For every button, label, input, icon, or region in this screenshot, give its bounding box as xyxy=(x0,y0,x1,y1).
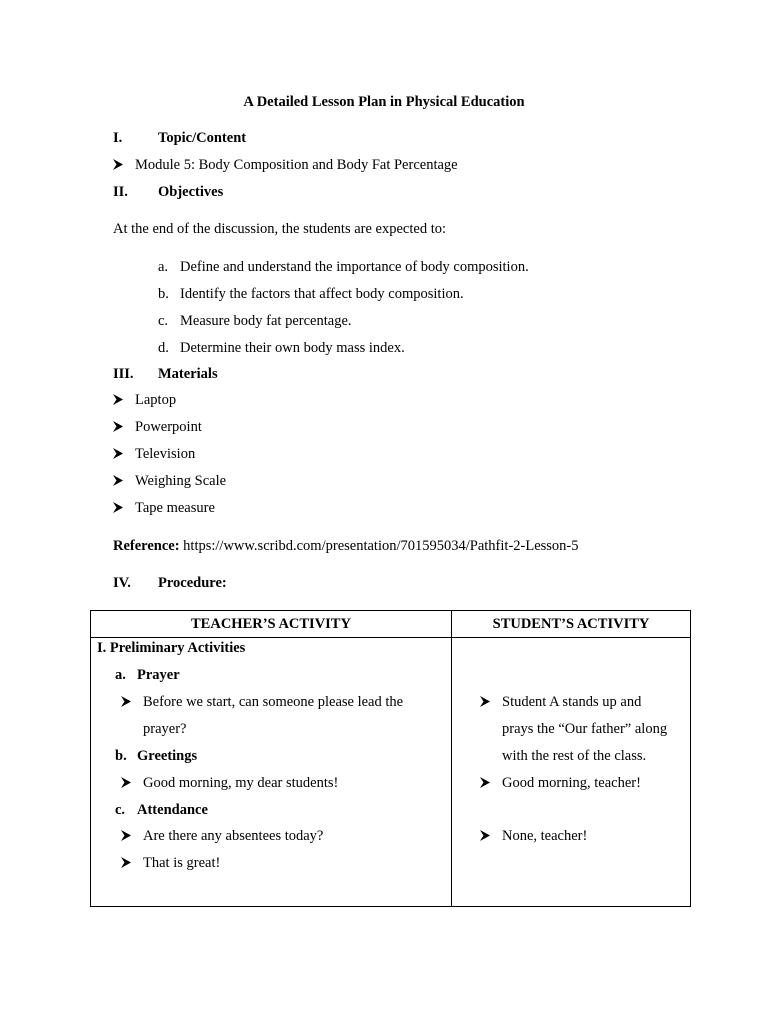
prayer-teacher-text: Before we start, can someone please lead the xyxy=(143,694,404,710)
greetings-student-line xyxy=(480,775,641,792)
reference-label: Reference: xyxy=(113,538,180,554)
section-1-number: I. xyxy=(113,130,123,146)
attendance-teacher-text: That is great! xyxy=(143,855,221,871)
material-item xyxy=(113,419,202,436)
prayer-letter: a. xyxy=(115,667,126,683)
attendance-teacher-line xyxy=(121,855,220,872)
arrow-bullet-icon xyxy=(121,694,143,711)
material-item xyxy=(113,392,176,409)
attendance-teacher-line xyxy=(121,828,323,845)
arrow-bullet-icon xyxy=(480,694,502,711)
material-text: Tape measure xyxy=(135,500,215,516)
section-2-number: II. xyxy=(113,184,128,200)
prayer-title: Prayer xyxy=(137,667,180,683)
section-3-number: III. xyxy=(113,366,134,382)
material-text: Weighing Scale xyxy=(135,473,227,489)
student-activity-header: STUDENT’S ACTIVITY xyxy=(452,611,691,638)
prayer-student-line xyxy=(480,694,641,711)
greetings-student-text: Good morning, teacher! xyxy=(502,775,641,791)
prayer-student-text: Student A stands up and xyxy=(502,694,642,710)
greetings-letter: b. xyxy=(115,748,127,764)
section-1-title: Topic/Content xyxy=(158,130,247,146)
greetings-teacher-line xyxy=(121,775,338,792)
objective-text: Measure body fat percentage. xyxy=(180,313,352,329)
topic-text: Module 5: Body Composition and Body Fat Percentage xyxy=(135,157,458,173)
teacher-activity-header: TEACHER’S ACTIVITY xyxy=(91,611,452,638)
arrow-bullet-icon xyxy=(480,828,502,845)
material-item xyxy=(113,500,215,517)
topic-item xyxy=(113,157,458,174)
procedure-table xyxy=(90,610,691,907)
section-2-title: Objectives xyxy=(158,184,224,200)
preliminary-heading: I. Preliminary Activities xyxy=(97,640,246,656)
prayer-teacher-text-cont: prayer? xyxy=(143,721,187,737)
greetings-title: Greetings xyxy=(137,748,198,764)
material-item xyxy=(113,473,226,490)
objective-text: Determine their own body mass index. xyxy=(180,340,405,356)
arrow-bullet-icon xyxy=(113,446,135,463)
objective-text: Define and understand the importance of body composition. xyxy=(180,259,529,275)
material-text: Laptop xyxy=(135,392,177,408)
arrow-bullet-icon xyxy=(121,775,143,792)
arrow-bullet-icon xyxy=(113,500,135,517)
section-4-title: Procedure: xyxy=(158,575,227,591)
prayer-student-text-cont: with the rest of the class. xyxy=(502,748,647,764)
material-text: Powerpoint xyxy=(135,419,202,435)
teacher-activity-cell xyxy=(91,638,452,907)
arrow-bullet-icon xyxy=(113,473,135,490)
attendance-teacher-text: Are there any absentees today? xyxy=(143,828,324,844)
attendance-title: Attendance xyxy=(137,802,208,818)
arrow-bullet-icon xyxy=(113,419,135,436)
student-activity-cell xyxy=(452,638,691,907)
prayer-teacher-line xyxy=(121,694,403,711)
objective-letter: d. xyxy=(158,340,169,356)
objective-text: Identify the factors that affect body composition. xyxy=(180,286,464,302)
arrow-bullet-icon xyxy=(480,775,502,792)
objective-letter: a. xyxy=(158,259,169,275)
table-header-row xyxy=(91,611,691,638)
arrow-bullet-icon xyxy=(113,157,135,174)
material-item xyxy=(113,446,195,463)
document-title: A Detailed Lesson Plan in Physical Education xyxy=(243,94,525,110)
arrow-bullet-icon xyxy=(121,855,143,872)
arrow-bullet-icon xyxy=(113,392,135,409)
reference-link[interactable]: https://www.scribd.com/presentation/701595034/Pathfit-2-Lesson-5 xyxy=(183,538,579,554)
objectives-intro: At the end of the discussion, the students are expected to: xyxy=(113,221,447,237)
material-text: Television xyxy=(135,446,196,462)
attendance-student-text: None, teacher! xyxy=(502,828,588,844)
table-row xyxy=(91,638,691,907)
attendance-student-line xyxy=(480,828,587,845)
reference-line xyxy=(113,538,579,555)
objective-letter: c. xyxy=(158,313,169,329)
arrow-bullet-icon xyxy=(121,828,143,845)
section-3-title: Materials xyxy=(158,366,218,382)
section-4-number: IV. xyxy=(113,575,131,591)
attendance-letter: c. xyxy=(115,802,126,818)
greetings-teacher-text: Good morning, my dear students! xyxy=(143,775,339,791)
prayer-student-text-cont: prays the “Our father” along xyxy=(502,721,668,737)
objective-letter: b. xyxy=(158,286,169,302)
